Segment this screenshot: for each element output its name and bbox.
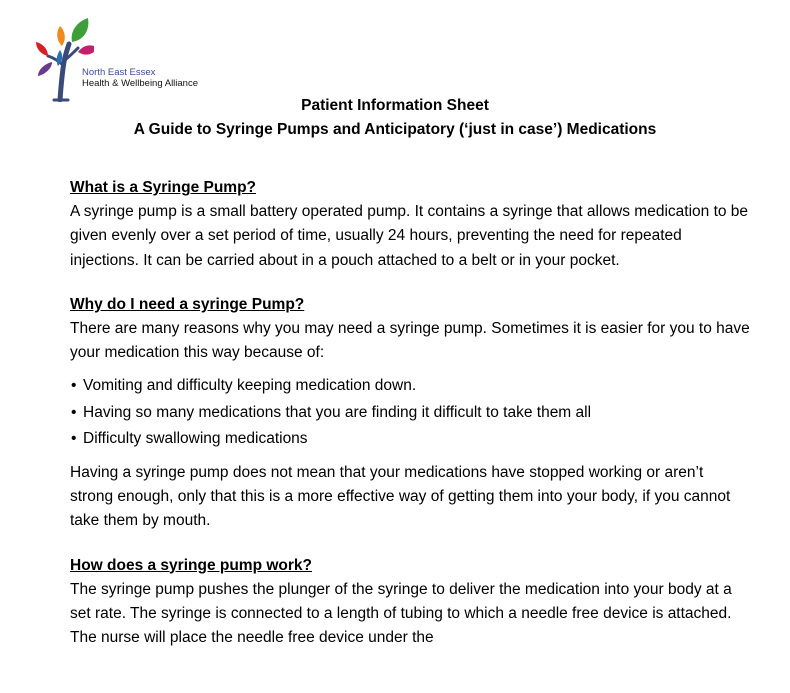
document-subtitle: A Guide to Syringe Pumps and Anticipatory (‘just in case’) Medications <box>133 121 657 138</box>
section-heading-why-need: Why do I need a syringe Pump? <box>70 295 305 313</box>
section-outro-why-need: Having a syringe pump does not mean that your medications have stopped working or aren’t strong enough, only that this is a more effective way of getting them into your body, if you cannot take them by mouth. <box>70 463 731 530</box>
document-title: Patient Information Sheet <box>301 97 489 114</box>
purple-leaf-icon <box>38 62 52 76</box>
magenta-leaf-icon <box>78 45 94 54</box>
alliance-logo <box>34 16 234 102</box>
section-paragraph-what-is: A syringe pump is a small battery operated pump. It contains a syringe that allows medication to be given evenly over a set period of time, usually 24 hours, preventing the need for repeated injections. It can be carried about in a pouch attached to a belt or in your pocket. <box>70 203 749 269</box>
list-item: • Vomiting and difficulty keeping medication down. <box>70 373 750 400</box>
list-item: • Having so many medications that you are finding it difficult to take them all <box>70 400 750 427</box>
bullet-icon: • <box>71 430 77 448</box>
section-paragraph-how-work: The syringe pump pushes the plunger of the syringe to deliver the medication into your body at a set rate. The syringe is connected to a length of tubing to which a needle free device is attached. The nurse will place the needle free device under the <box>70 580 732 647</box>
list-item: • Difficulty swallowing medications <box>70 426 750 453</box>
orange-leaf-icon <box>57 26 65 46</box>
section-heading-what-is: What is a Syringe Pump? <box>70 179 257 196</box>
bullet-icon: • <box>71 377 77 395</box>
logo-line-2: Health & Wellbeing Alliance <box>82 78 199 89</box>
section-heading-how-work: How does a syringe pump work? <box>70 556 313 574</box>
section-intro-why-need: There are many reasons why you may need a syringe pump. Sometimes it is easier for you to have your medication this way because of: <box>70 320 750 362</box>
reasons-list <box>70 373 750 453</box>
red-leaf-icon <box>36 42 48 56</box>
tree-logo-icon <box>34 16 94 102</box>
logo-text <box>82 67 198 89</box>
green-leaf-icon <box>72 18 89 42</box>
bullet-icon: • <box>71 403 77 421</box>
document-body <box>70 176 750 650</box>
logo-line-1: North East Essex <box>82 67 156 78</box>
